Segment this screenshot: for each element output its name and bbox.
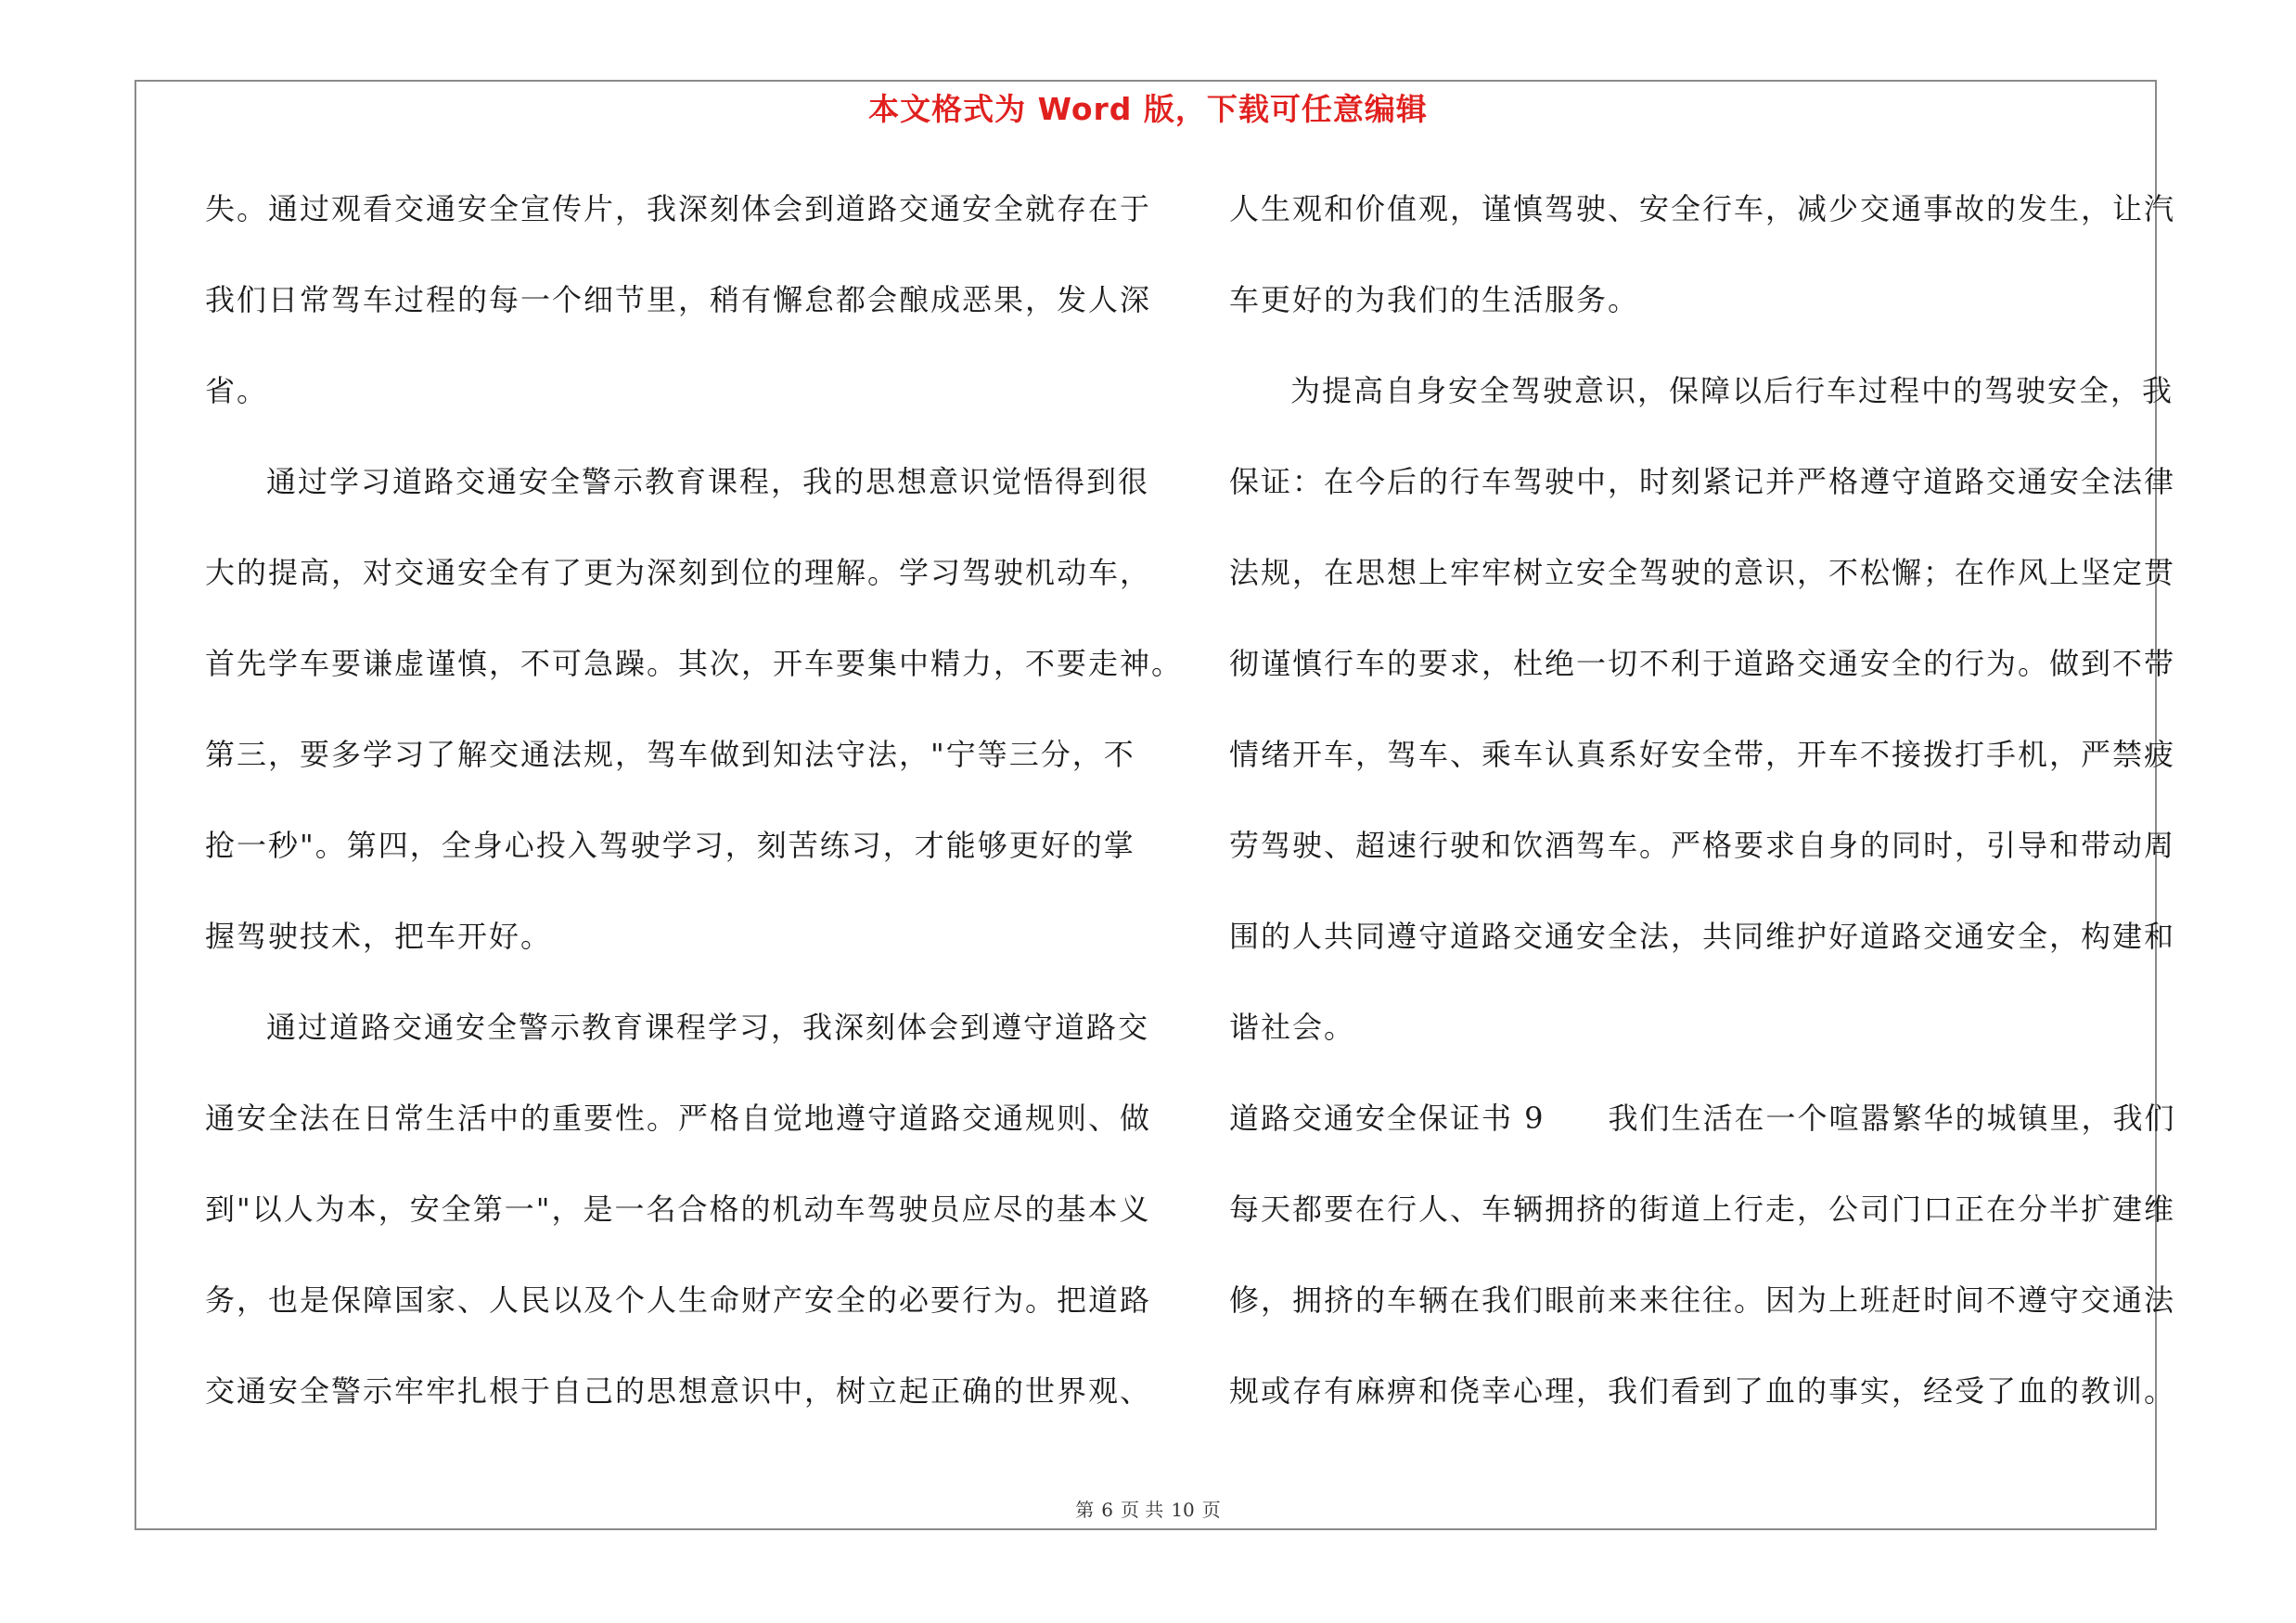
- current-page-number: 6: [1101, 1499, 1113, 1521]
- text-line: 规或存有麻痹和侥幸心理，我们看到了血的事实，经受了血的教训。: [1229, 1373, 2176, 1409]
- footer-suffix: 页: [1201, 1499, 1221, 1521]
- text-line: 法规，在思想上牢牢树立安全驾驶的意识，不松懈；在作风上坚定贯: [1229, 555, 2176, 590]
- text-line: 人生观和价值观，谨慎驾驶、安全行车，减少交通事故的发生，让汽: [1229, 191, 2176, 226]
- text-line: 大的提高，对交通安全有了更为深刻到位的理解。学习驾驶机动车，: [205, 555, 1152, 590]
- text-line: 劳驾驶、超速行驶和饮酒驾车。严格要求自身的同时，引导和带动周: [1229, 828, 2176, 863]
- text-line: 抢一秒"。第四，全身心投入驾驶学习，刻苦练习，才能够更好的掌: [205, 828, 1135, 863]
- text-line: 失。通过观看交通安全宣传片，我深刻体会到道路交通安全就存在于: [205, 191, 1152, 226]
- right-column: [1229, 181, 2176, 1454]
- text-line: 彻谨慎行车的要求，杜绝一切不利于道路交通安全的行为。做到不带: [1229, 646, 2176, 681]
- text-line: 到"以人为本，安全第一"，是一名合格的机动车驾驶员应尽的基本义: [205, 1191, 1151, 1227]
- text-line: 通安全法在日常生活中的重要性。严格自觉地遵守道路交通规则、做: [205, 1101, 1152, 1136]
- footer-middle: 页 共: [1120, 1499, 1164, 1521]
- text-line: 省。: [205, 373, 269, 408]
- section-heading-line: 道路交通安全保证书 9 我们生活在一个喧嚣繁华的城镇里，我们: [1229, 1101, 2176, 1136]
- total-page-number: 10: [1171, 1499, 1195, 1521]
- paragraph-start-line: 为提高自身安全驾驶意识，保障以后行车过程中的驾驶安全，我: [1290, 373, 2174, 408]
- text-line: 务，也是保障国家、人民以及个人生命财产安全的必要行为。把道路: [205, 1282, 1152, 1318]
- text-line: 保证：在今后的行车驾驶中，时刻紧记并严格遵守道路交通安全法律: [1229, 464, 2176, 499]
- page-number-footer: [0, 1495, 2296, 1522]
- left-column: [205, 181, 1184, 1454]
- text-line: 车更好的为我们的生活服务。: [1229, 282, 1640, 317]
- paragraph-start-line: 通过道路交通安全警示教育课程学习，我深刻体会到遵守道路交: [266, 1010, 1150, 1045]
- footer-prefix: 第: [1075, 1499, 1095, 1521]
- text-line: 第三，要多学习了解交通法规，驾车做到知法守法，"宁等三分，不: [205, 737, 1135, 772]
- text-line: 围的人共同遵守道路交通安全法，共同维护好道路交通安全，构建和: [1229, 919, 2176, 954]
- text-line: 谐社会。: [1229, 1010, 1356, 1045]
- text-line: 情绪开车，驾车、乘车认真系好安全带，开车不接拨打手机，严禁疲: [1229, 737, 2176, 772]
- text-line: 修，拥挤的车辆在我们眼前来来往往。因为上班赶时间不遵守交通法: [1229, 1282, 2176, 1318]
- format-banner: 本文格式为 Word 版，下载可任意编辑: [868, 91, 1428, 127]
- text-line: 握驾驶技术，把车开好。: [205, 919, 553, 954]
- text-line: 我们日常驾车过程的每一个细节里，稍有懈怠都会酿成恶果，发人深: [205, 282, 1152, 317]
- text-line: 首先学车要谦虚谨慎，不可急躁。其次，开车要集中精力，不要走神。: [205, 646, 1184, 681]
- text-line: 交通安全警示牢牢扎根于自己的思想意识中，树立起正确的世界观、: [205, 1373, 1152, 1409]
- text-line: 每天都要在行人、车辆拥挤的街道上行走，公司门口正在分半扩建维: [1229, 1191, 2176, 1227]
- paragraph-start-line: 通过学习道路交通安全警示教育课程，我的思想意识觉悟得到很: [266, 464, 1150, 499]
